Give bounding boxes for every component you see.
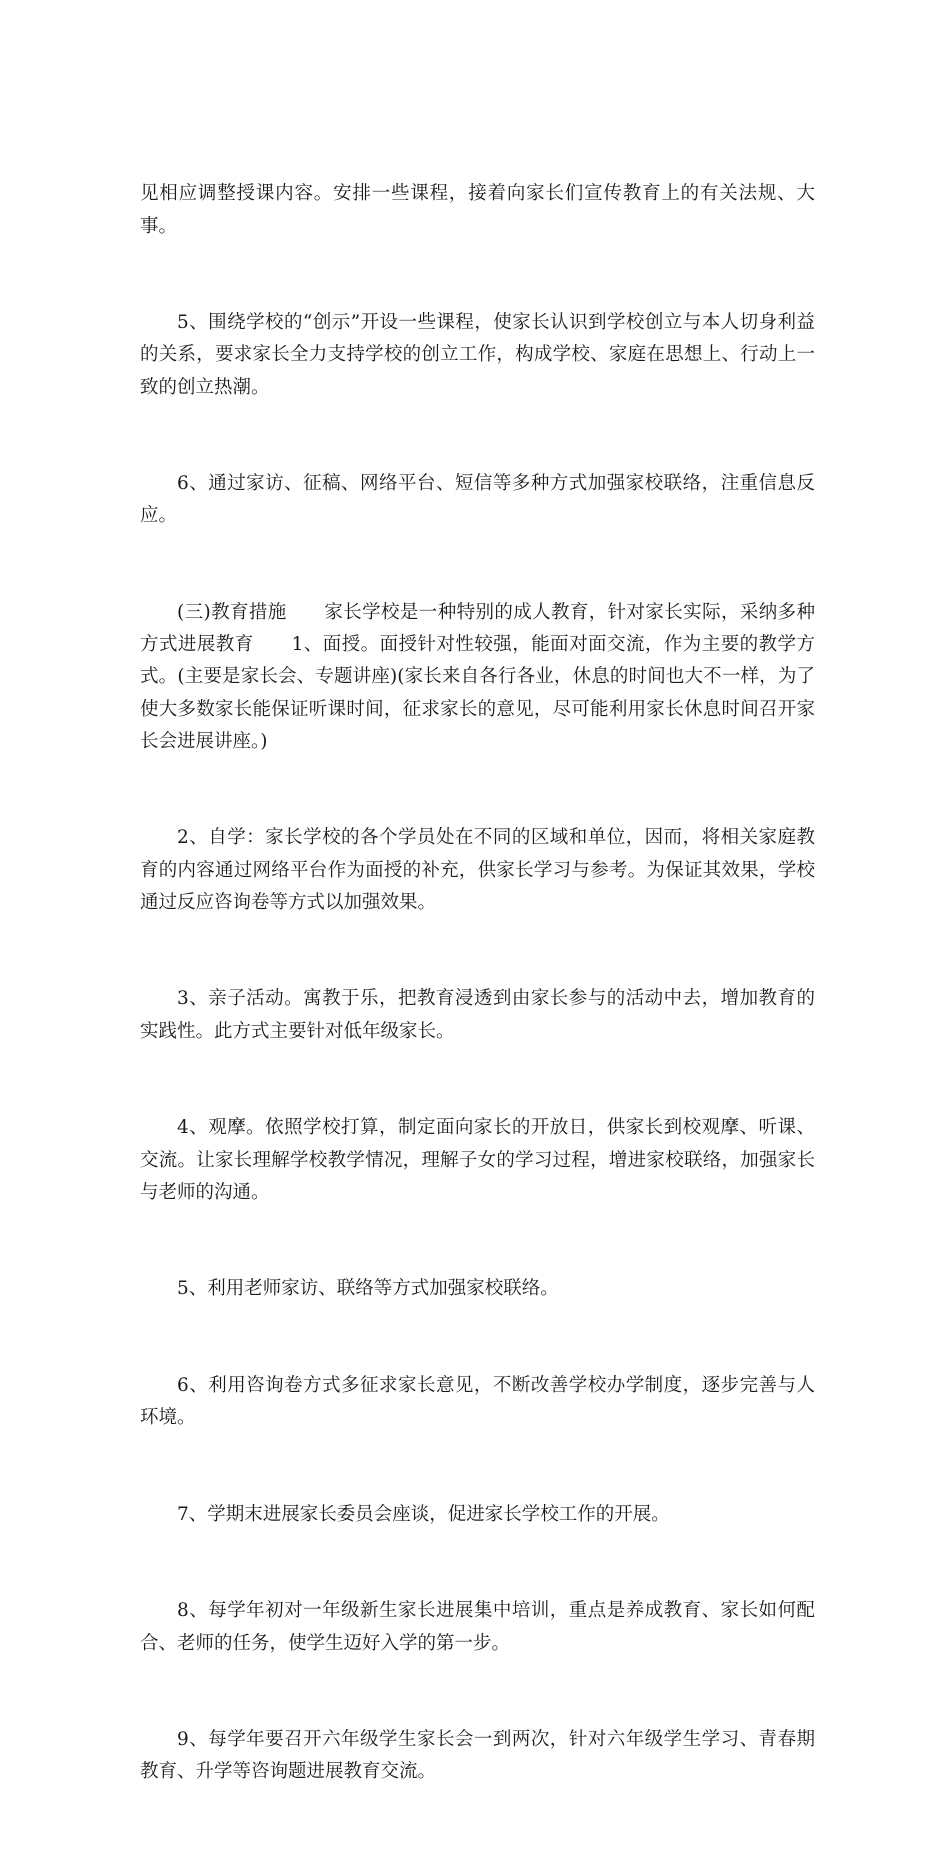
paragraph-education-measures: (三)教育措施 家长学校是一种特别的成人教育，针对家长实际，采纳多种方式进展教育 1、面授。面授针对性较强，能面对面交流，作为主要的教学方式。(主要是家长会、专题讲座)(家长来自各行各业，休息的时间也大不一样，为了使大多数家长能保证听课时间，征求家长的意见，尽可能利用家长休息时间召开家长会进展讲座。) <box>140 602 815 752</box>
paragraph-item-3-parent-child: 3、亲子活动。寓教于乐，把教育浸透到由家长参与的活动中去，增加教育的实践性。此方式主要针对低年级家长。 <box>140 988 815 1042</box>
paragraph-item-5-home-visits: 5、利用老师家访、联络等方式加强家校联络。 <box>177 1278 559 1300</box>
paragraph-item-6-questionnaire: 6、利用咨询卷方式多征求家长意见，不断改善学校办学制度，逐步完善与人环境。 <box>140 1374 815 1429</box>
paragraph-item-7-committee: 7、学期末进展家长委员会座谈，促进家长学校工作的开展。 <box>177 1503 670 1525</box>
document-body <box>140 114 815 1853</box>
paragraph-item-8-training: 8、每学年初对一年级新生家长进展集中培训，重点是养成教育、家长如何配合、老师的任务，使学生迈好入学的第一步。 <box>140 1600 815 1654</box>
paragraph-item-6-contact: 6、通过家访、征稿、网络平台、短信等多种方式加强家校联络，注重信息反应。 <box>140 473 815 527</box>
paragraph-item-9-grade-six: 9、每学年要召开六年级学生家长会一到两次，针对六年级学生学习、青春期教育、升学等咨询题进展教育交流。 <box>140 1729 815 1783</box>
paragraph-item-5-chuangshi: 5、围绕学校的“创示”开设一些课程，使家长认识到学校创立与本人切身利益的关系，要求家长全力支持学校的创立工作，构成学校、家庭在思想上、行动上一致的创立热潮。 <box>140 312 815 398</box>
paragraph-item-4-observation: 4、观摩。依照学校打算，制定面向家长的开放日，供家长到校观摩、听课、交流。让家长理解学校教学情况，理解子女的学习过程，增进家校联络，加强家长与老师的沟通。 <box>140 1117 815 1203</box>
paragraph-item-2-self-study: 2、自学：家长学校的各个学员处在不同的区域和单位，因而，将相关家庭教育的内容通过网络平台作为面授的补充，供家长学习与参考。为保证其效果，学校通过反应咨询卷等方式以加强效果。 <box>140 827 815 913</box>
paragraph-continuation: 见相应调整授课内容。安排一些课程，接着向家长们宣传教育上的有关法规、大事。 <box>140 183 815 237</box>
